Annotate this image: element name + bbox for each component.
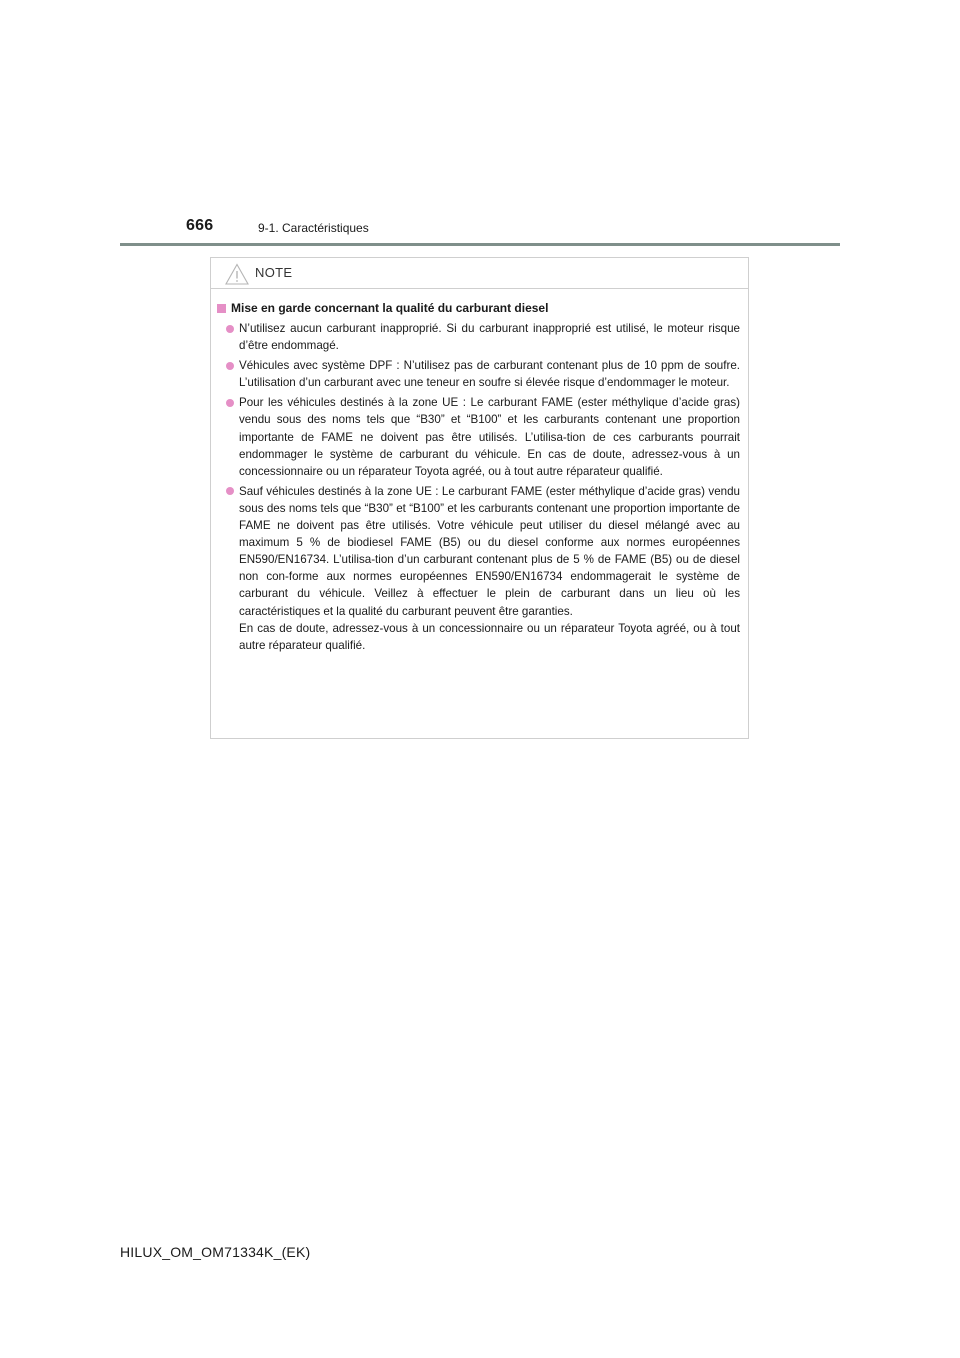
note-label: NOTE <box>255 265 293 280</box>
bullet-text <box>239 483 740 654</box>
document-code: HILUX_OM_OM71334K_(EK) <box>120 1244 311 1260</box>
page-number: 666 <box>186 217 214 234</box>
bullet-text <box>239 394 740 479</box>
bullet-item <box>226 320 740 354</box>
bullet-text <box>239 320 740 354</box>
round-bullet-icon <box>226 362 234 370</box>
bullet-paragraph: Pour les véhicules destinés à la zone UE : Le carburant FAME (ester méthylique d’acide gras) vendu sous des noms tels que “B30” et “B100” et les carburants contenant une proportion importante de FAME ne doivent pas être utilisés. L’utilisa-tion de ces carburants pourrait endommager le système de carburant du véhicule. En cas de doute, adressez-vous à un concessionnaire ou un réparateur Toyota agréé, ou à tout autre réparateur qualifié. <box>239 396 740 478</box>
bullet-item <box>226 357 740 391</box>
square-bullet-icon <box>217 304 226 313</box>
bullet-paragraph: N’utilisez aucun carburant inapproprié. Si du carburant inapproprié est utilisé, le moteur risque d’être endommagé. <box>239 322 740 353</box>
section-title: 9-1. Caractéristiques <box>258 221 369 235</box>
note-heading <box>217 300 740 317</box>
bullet-paragraph: En cas de doute, adressez-vous à un concessionnaire ou un réparateur Toyota agréé, ou à tout autre réparateur qualifié. <box>239 621 740 652</box>
round-bullet-icon <box>226 487 234 495</box>
round-bullet-icon <box>226 399 234 407</box>
bullet-item <box>226 483 740 654</box>
note-body <box>211 289 748 654</box>
bullet-paragraph: Véhicules avec système DPF : N’utilisez pas de carburant contenant plus de 10 ppm de soufre. L’utilisation d’un carburant avec une teneur en soufre si élevée risque d’endommager le moteur. <box>239 359 740 390</box>
bullet-text <box>239 357 740 391</box>
round-bullet-icon <box>226 325 234 333</box>
bullet-item <box>226 394 740 479</box>
note-header <box>211 258 748 289</box>
bullet-paragraph: Sauf véhicules destinés à la zone UE : Le carburant FAME (ester méthylique d’acide gras) vendu sous des noms tels que “B30” et “B100” et les carburants contenant une proportion importante de FAME ne doivent pas être utilisés. Votre véhicule peut utiliser du diesel mélangé avec au maximum 5 % de biodiesel FAME (B5) ou du diesel conforme aux normes européennes EN590/EN16734. L’utilisa-tion d’un carburant contenant plus de 5 % de FAME (B5) ou de diesel non con-forme aux normes européennes EN590/EN16734 endommagerait le système de carburant du véhicule. Veillez à effectuer le plein de carburant dans un lieu où les caractéristiques et la qualité du carburant peuvent être garanties. <box>239 484 740 618</box>
note-box <box>210 257 749 739</box>
note-heading-text: Mise en garde concernant la qualité du carburant diesel <box>231 301 549 315</box>
warning-triangle-icon <box>225 263 249 285</box>
header-rule <box>120 243 840 246</box>
